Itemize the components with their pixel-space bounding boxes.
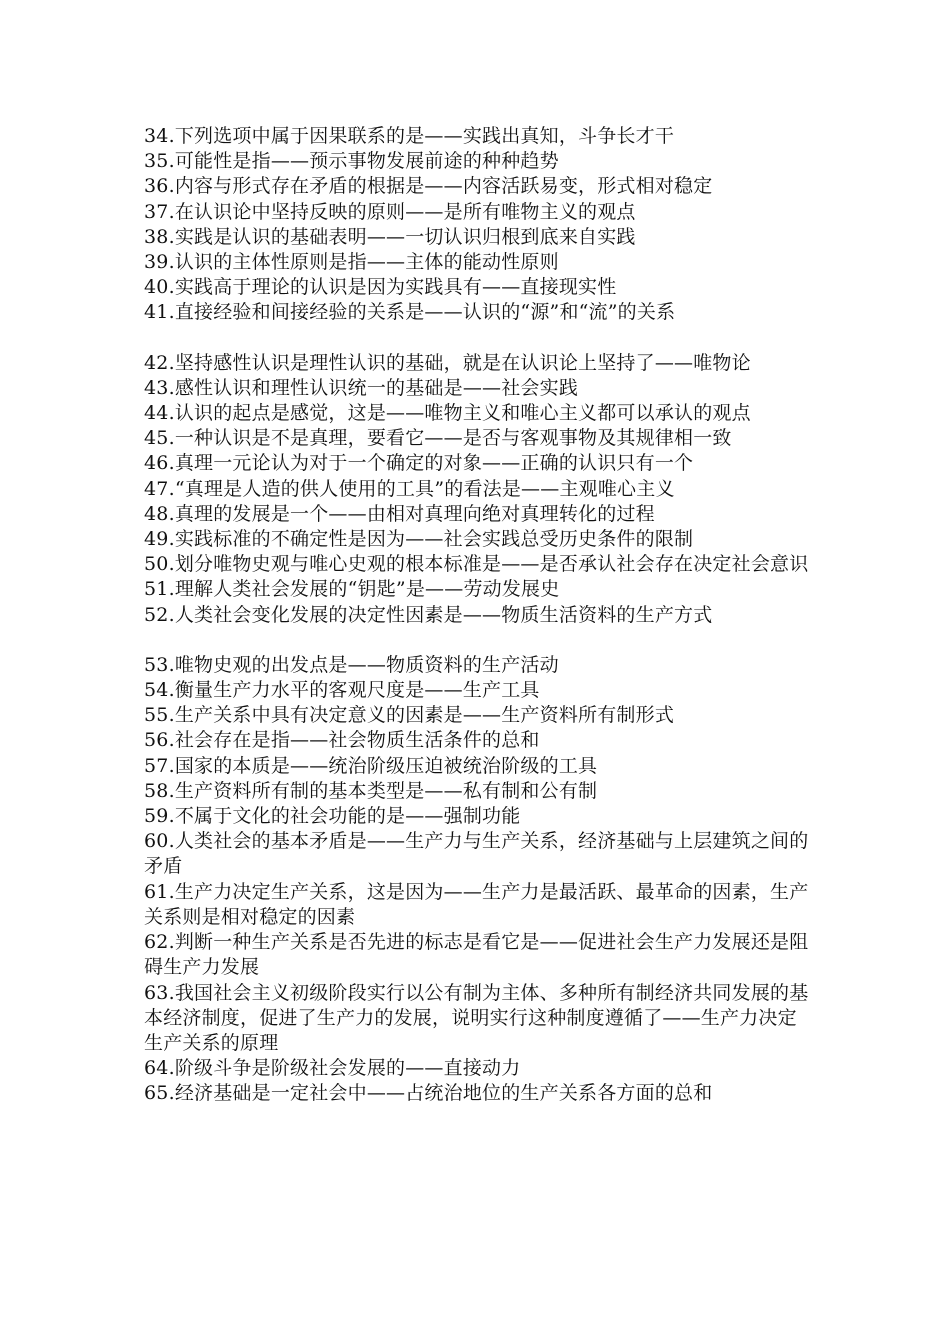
entry-48: 48.真理的发展是一个——由相对真理向绝对真理转化的过程 bbox=[144, 502, 655, 525]
entry-55: 55.生产关系中具有决定意义的因素是——生产资料所有制形式 bbox=[144, 704, 675, 727]
entry-65: 65.经济基础是一定社会中——占统治地位的生产关系各方面的总和 bbox=[144, 1082, 713, 1105]
entry-57: 57.国家的本质是——统治阶级压迫被统治阶级的工具 bbox=[144, 754, 598, 777]
entry-43: 43.感性认识和理性认识统一的基础是——社会实践 bbox=[144, 376, 579, 399]
entry-34: 34.下列选项中属于因果联系的是——实践出真知，斗争长才干 bbox=[144, 125, 675, 147]
entry-61: 61.生产力决定生产关系，这是因为——生产力是最活跃、最革命的因素，生产关系则是相对稳定的因素 bbox=[144, 880, 809, 928]
entry-52: 52.人类社会变化发展的决定性因素是——物质生活资料的生产方式 bbox=[144, 603, 713, 626]
entry-60: 60.人类社会的基本矛盾是——生产力与生产关系，经济基础与上层建筑之间的矛盾 bbox=[144, 830, 809, 878]
entry-58: 58.生产资料所有制的基本类型是——私有制和公有制 bbox=[144, 779, 598, 802]
entry-45: 45.一种认识是不是真理，要看它——是否与客观事物及其规律相一致 bbox=[144, 427, 732, 450]
entry-51: 51.理解人类社会发展的“钥匙”是——劳动发展史 bbox=[144, 578, 560, 601]
entry-35: 35.可能性是指——预示事物发展前途的种种趋势 bbox=[144, 150, 559, 173]
entry-37: 37.在认识论中坚持反映的原则——是所有唯物主义的观点 bbox=[144, 200, 636, 223]
entry-62: 62.判断一种生产关系是否先进的标志是看它是——促进社会生产力发展还是阻碍生产力发展 bbox=[144, 931, 809, 979]
entry-46: 46.真理一元论认为对于一个确定的对象——正确的认识只有一个 bbox=[144, 452, 694, 475]
entry-54: 54.衡量生产力水平的客观尺度是——生产工具 bbox=[144, 679, 540, 702]
entry-40: 40.实践高于理论的认识是因为实践具有——直接现实性 bbox=[144, 276, 617, 299]
document-page bbox=[144, 124, 810, 1107]
entry-64: 64.阶级斗争是阶级社会发展的——直接动力 bbox=[144, 1057, 521, 1080]
entry-56: 56.社会存在是指——社会物质生活条件的总和 bbox=[144, 729, 540, 752]
entry-59: 59.不属于文化的社会功能的是——强制功能 bbox=[144, 805, 521, 828]
entry-63: 63.我国社会主义初级阶段实行以公有制为主体、多种所有制经济共同发展的基本经济制度，促进了生产力的发展，说明实行这种制度遵循了——生产力决定生产关系的原理 bbox=[144, 981, 809, 1054]
entry-41: 41.直接经验和间接经验的关系是——认识的“源”和“流”的关系 bbox=[144, 301, 676, 324]
entry-53: 53.唯物史观的出发点是——物质资料的生产活动 bbox=[144, 653, 559, 676]
entry-36: 36.内容与形式存在矛盾的根据是——内容活跃易变，形式相对稳定 bbox=[144, 175, 713, 198]
entry-47: 47.“真理是人造的供人使用的工具”的看法是——主观唯心主义 bbox=[144, 477, 675, 500]
entry-49: 49.实践标准的不确定性是因为——社会实践总受历史条件的限制 bbox=[144, 528, 694, 551]
entry-50: 50.划分唯物史观与唯心史观的根本标准是——是否承认社会存在决定社会意识 bbox=[144, 553, 809, 576]
entry-42: 42.坚持感性认识是理性认识的基础，就是在认识论上坚持了——唯物论 bbox=[144, 351, 751, 374]
entry-38: 38.实践是认识的基础表明——一切认识归根到底来自实践 bbox=[144, 225, 636, 248]
entry-44: 44.认识的起点是感觉，这是——唯物主义和唯心主义都可以承认的观点 bbox=[144, 402, 751, 425]
entry-39: 39.认识的主体性原则是指——主体的能动性原则 bbox=[144, 251, 559, 274]
